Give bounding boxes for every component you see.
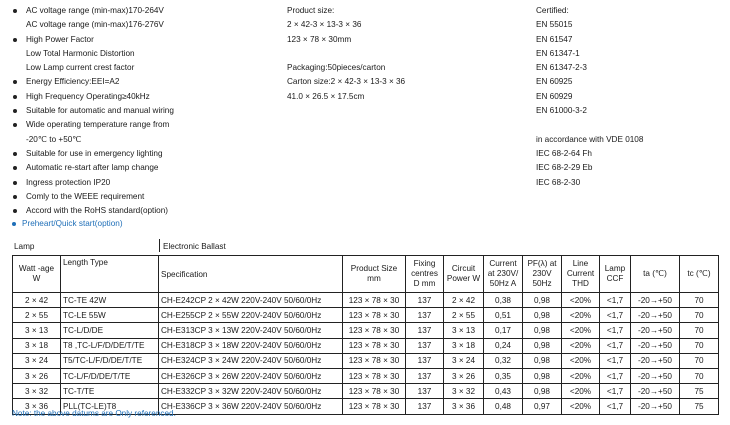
bullet-icon	[13, 166, 17, 170]
table-cell: 3 × 24	[444, 353, 484, 368]
col-ccf: Lamp CCF	[600, 256, 631, 293]
ballast-group-label: Electronic Ballast	[159, 239, 226, 252]
features-list	[12, 4, 282, 218]
certification-line	[536, 118, 643, 132]
feature-item	[12, 75, 282, 89]
table-cell: PLL(TC-LE)T8	[61, 399, 159, 414]
table-body	[13, 293, 719, 415]
table-cell: CH-E336CP 3 × 36W 220V-240V 50/60/0Hz	[159, 399, 343, 414]
table-cell: 3 × 36	[13, 399, 61, 414]
bullet-icon	[13, 38, 17, 42]
table-cell: TC-TE 42W	[61, 293, 159, 308]
feature-item	[12, 118, 282, 132]
lamp-group-label: Lamp	[14, 242, 35, 251]
bullet-icon	[13, 195, 17, 199]
table-header-row	[13, 256, 719, 293]
table-cell: <20%	[562, 353, 600, 368]
col-pf: PF(λ) at 230V 50Hz	[523, 256, 562, 293]
table-cell: 137	[406, 399, 444, 414]
col-ta: ta (℃)	[631, 256, 680, 293]
certifications	[536, 4, 643, 190]
footnote: Note: the above datums are Only referenced.	[12, 409, 176, 418]
product-line: 41.0 × 26.5 × 17.5cm	[287, 91, 365, 101]
table-cell: 75	[680, 384, 719, 399]
table-cell: <1,7	[600, 368, 631, 383]
table-cell: 0,98	[523, 308, 562, 323]
table-cell: 2 × 42	[444, 293, 484, 308]
table-cell: 0,43	[484, 384, 523, 399]
product-line	[287, 47, 405, 61]
table-row	[13, 308, 719, 323]
table-row	[13, 338, 719, 353]
table-cell: 137	[406, 293, 444, 308]
table-cell: <20%	[562, 293, 600, 308]
table-cell: -20→+50	[631, 323, 680, 338]
table-cell: -20→+50	[631, 399, 680, 414]
feature-text: Accord with the RoHS standard(option)	[26, 206, 168, 216]
feature-text: AC voltage range (min-max)176-276V	[26, 20, 164, 30]
table-cell: CH-E324CP 3 × 24W 220V-240V 50/60/0Hz	[159, 353, 343, 368]
col-product-size: Product Size mm	[343, 256, 406, 293]
table-cell: <20%	[562, 384, 600, 399]
table-cell: 0,32	[484, 353, 523, 368]
product-line: Product size:	[287, 6, 335, 15]
table-cell: 70	[680, 353, 719, 368]
table-cell: 3 × 13	[444, 323, 484, 338]
table-cell: TC-L/F/D/DE/T/TE	[61, 368, 159, 383]
table-cell: 0,98	[523, 293, 562, 308]
table-cell: 2 × 55	[13, 308, 61, 323]
ballast-spec-table	[12, 255, 719, 415]
table-cell: -20→+50	[631, 384, 680, 399]
table-cell: 123 × 78 × 30	[343, 399, 406, 414]
table-cell: 3 × 18	[444, 338, 484, 353]
table-cell: <1,7	[600, 338, 631, 353]
table-cell: <20%	[562, 323, 600, 338]
table-cell: 0,51	[484, 308, 523, 323]
feature-text: Ingress protection IP20	[26, 177, 111, 187]
table-cell: 3 × 13	[13, 323, 61, 338]
table-cell: 0,98	[523, 323, 562, 338]
feature-text: Comly to the WEEE requirement	[26, 191, 145, 201]
table-cell: 0,35	[484, 368, 523, 383]
table-cell: 2 × 42	[13, 293, 61, 308]
table-cell: <1,7	[600, 323, 631, 338]
feature-item	[12, 61, 282, 75]
table-cell: 70	[680, 308, 719, 323]
feature-text: Wide operating temperature range from	[26, 120, 170, 130]
certification-line: EN 61347-2-3	[536, 63, 587, 73]
table-cell: 3 × 36	[444, 399, 484, 414]
certification-line: EN 61000-3-2	[536, 106, 587, 116]
feature-item	[12, 204, 282, 218]
certification-line: Certified:	[536, 6, 569, 15]
feature-item	[12, 147, 282, 161]
feature-text: Low Lamp current crest factor	[26, 63, 135, 73]
feature-text: High Frequency Operating≥40kHz	[26, 91, 150, 101]
table-cell: -20→+50	[631, 293, 680, 308]
table-cell: 123 × 78 × 30	[343, 308, 406, 323]
certification-line: IEC 68-2-64 Fh	[536, 148, 592, 158]
table-cell: TC-LE 55W	[61, 308, 159, 323]
feature-item	[12, 4, 282, 18]
table-cell: <1,7	[600, 384, 631, 399]
table-cell: CH-E318CP 3 × 18W 220V-240V 50/60/0Hz	[159, 338, 343, 353]
table-cell: 137	[406, 368, 444, 383]
bullet-icon	[13, 9, 17, 13]
table-cell: 0,17	[484, 323, 523, 338]
feature-text: Energy Efficiency:EEI=A2	[26, 77, 120, 87]
table-cell: 70	[680, 293, 719, 308]
table-cell: T5/TC-L/F/D/DE/T/TE	[61, 353, 159, 368]
option-note	[12, 219, 123, 228]
certification-line: IEC 68-2-29 Eb	[536, 163, 593, 173]
table-cell: 2 × 55	[444, 308, 484, 323]
feature-item	[12, 104, 282, 118]
table-cell: CH-E255CP 2 × 55W 220V-240V 50/60/0Hz	[159, 308, 343, 323]
bullet-icon	[12, 222, 16, 226]
table-cell: TC-L/D/DE	[61, 323, 159, 338]
table-cell: TC-T/TE	[61, 384, 159, 399]
table-cell: 3 × 32	[13, 384, 61, 399]
feature-item	[12, 176, 282, 190]
table-cell: -20→+50	[631, 308, 680, 323]
feature-item	[12, 190, 282, 204]
bullet-icon	[13, 152, 17, 156]
table-cell: 137	[406, 323, 444, 338]
table-row	[13, 293, 719, 308]
col-circuit-power: Circuit Power W	[444, 256, 484, 293]
table-cell: 3 × 26	[444, 368, 484, 383]
table-cell: <1,7	[600, 293, 631, 308]
table-cell: 75	[680, 399, 719, 414]
col-thd: Line Current THD	[562, 256, 600, 293]
feature-item	[12, 47, 282, 61]
option-text: Preheart/Quick start(option)	[22, 219, 123, 228]
col-specification: Specification	[159, 256, 343, 293]
bullet-icon	[13, 181, 17, 185]
feature-text: Suitable for use in emergency lighting	[26, 148, 163, 158]
feature-item	[12, 33, 282, 47]
certification-line: EN 61347-1	[536, 48, 580, 58]
table-cell: 0,97	[523, 399, 562, 414]
col-fixing: Fixing centres D mm	[406, 256, 444, 293]
feature-item	[12, 90, 282, 104]
table-cell: CH-E326CP 3 × 26W 220V-240V 50/60/0Hz	[159, 368, 343, 383]
feature-text: AC voltage range (min-max)170-264V	[26, 6, 164, 15]
table-group-header	[12, 239, 718, 256]
table-cell: 70	[680, 368, 719, 383]
table-cell: 3 × 18	[13, 338, 61, 353]
table-cell: <20%	[562, 338, 600, 353]
col-tc: tc (℃)	[680, 256, 719, 293]
table-row	[13, 353, 719, 368]
table-row	[13, 323, 719, 338]
table-cell: <1,7	[600, 308, 631, 323]
table-cell: 137	[406, 384, 444, 399]
table-cell: 123 × 78 × 30	[343, 338, 406, 353]
certification-line: IEC 68-2-30	[536, 177, 581, 187]
feature-text: Automatic re-start after lamp change	[26, 163, 159, 173]
col-length-type: Length Type	[61, 256, 159, 293]
feature-text: -20℃ to +50℃	[26, 134, 82, 144]
product-line: Packaging:50pieces/carton	[287, 63, 386, 73]
table-cell: 123 × 78 × 30	[343, 353, 406, 368]
feature-text: Low Total Harmonic Distortion	[26, 48, 135, 58]
table-cell: 3 × 32	[444, 384, 484, 399]
bullet-icon	[13, 209, 17, 213]
table-cell: 123 × 78 × 30	[343, 293, 406, 308]
feature-text: High Power Factor	[26, 34, 94, 44]
bullet-icon	[13, 95, 17, 99]
certification-line: EN 61547	[536, 34, 573, 44]
table-cell: 0,38	[484, 293, 523, 308]
table-cell: -20→+50	[631, 368, 680, 383]
table-cell: <20%	[562, 308, 600, 323]
table-cell: CH-E242CP 2 × 42W 220V-240V 50/60/0Hz	[159, 293, 343, 308]
table-cell: CH-E332CP 3 × 32W 220V-240V 50/60/0Hz	[159, 384, 343, 399]
feature-item	[12, 161, 282, 175]
bullet-icon	[13, 109, 17, 113]
table-cell: -20→+50	[631, 338, 680, 353]
certification-line: EN 60929	[536, 91, 573, 101]
table-cell: 137	[406, 338, 444, 353]
table-cell: T8 ,TC-L/F/D/DE/T/TE	[61, 338, 159, 353]
table-cell: 123 × 78 × 30	[343, 323, 406, 338]
table-cell: 0,48	[484, 399, 523, 414]
table-cell: 3 × 24	[13, 353, 61, 368]
table-cell: 0,98	[523, 384, 562, 399]
feature-text: Suitable for automatic and manual wiring	[26, 106, 174, 116]
table-cell: 0,98	[523, 368, 562, 383]
table-cell: 70	[680, 323, 719, 338]
certification-line: EN 55015	[536, 20, 573, 30]
feature-item	[12, 133, 282, 147]
table-cell: 0,98	[523, 353, 562, 368]
table-cell: <20%	[562, 399, 600, 414]
feature-item	[12, 18, 282, 32]
product-info	[287, 4, 405, 104]
product-line: 2 × 42-3 × 13-3 × 36	[287, 20, 362, 30]
col-watt: Watt -age W	[13, 256, 61, 293]
product-line: 123 × 78 × 30mm	[287, 34, 352, 44]
table-cell: 0,98	[523, 338, 562, 353]
table-cell: <20%	[562, 368, 600, 383]
certification-line: EN 60925	[536, 77, 573, 87]
bullet-icon	[13, 80, 17, 84]
table-cell: 123 × 78 × 30	[343, 368, 406, 383]
table-cell: 0,24	[484, 338, 523, 353]
table-cell: <1,7	[600, 399, 631, 414]
table-cell: -20→+50	[631, 353, 680, 368]
table-row	[13, 368, 719, 383]
table-cell: <1,7	[600, 353, 631, 368]
table-cell: 123 × 78 × 30	[343, 384, 406, 399]
table-cell: 137	[406, 308, 444, 323]
certification-line: in accordance with VDE 0108	[536, 134, 644, 144]
table-row	[13, 384, 719, 399]
table-cell: CH-E313CP 3 × 13W 220V-240V 50/60/0Hz	[159, 323, 343, 338]
table-cell: 70	[680, 338, 719, 353]
bullet-icon	[13, 123, 17, 127]
product-line: Carton size:2 × 42-3 × 13-3 × 36	[287, 77, 406, 87]
table-cell: 137	[406, 353, 444, 368]
table-cell: 3 × 26	[13, 368, 61, 383]
col-current: Current at 230V/ 50Hz A	[484, 256, 523, 293]
